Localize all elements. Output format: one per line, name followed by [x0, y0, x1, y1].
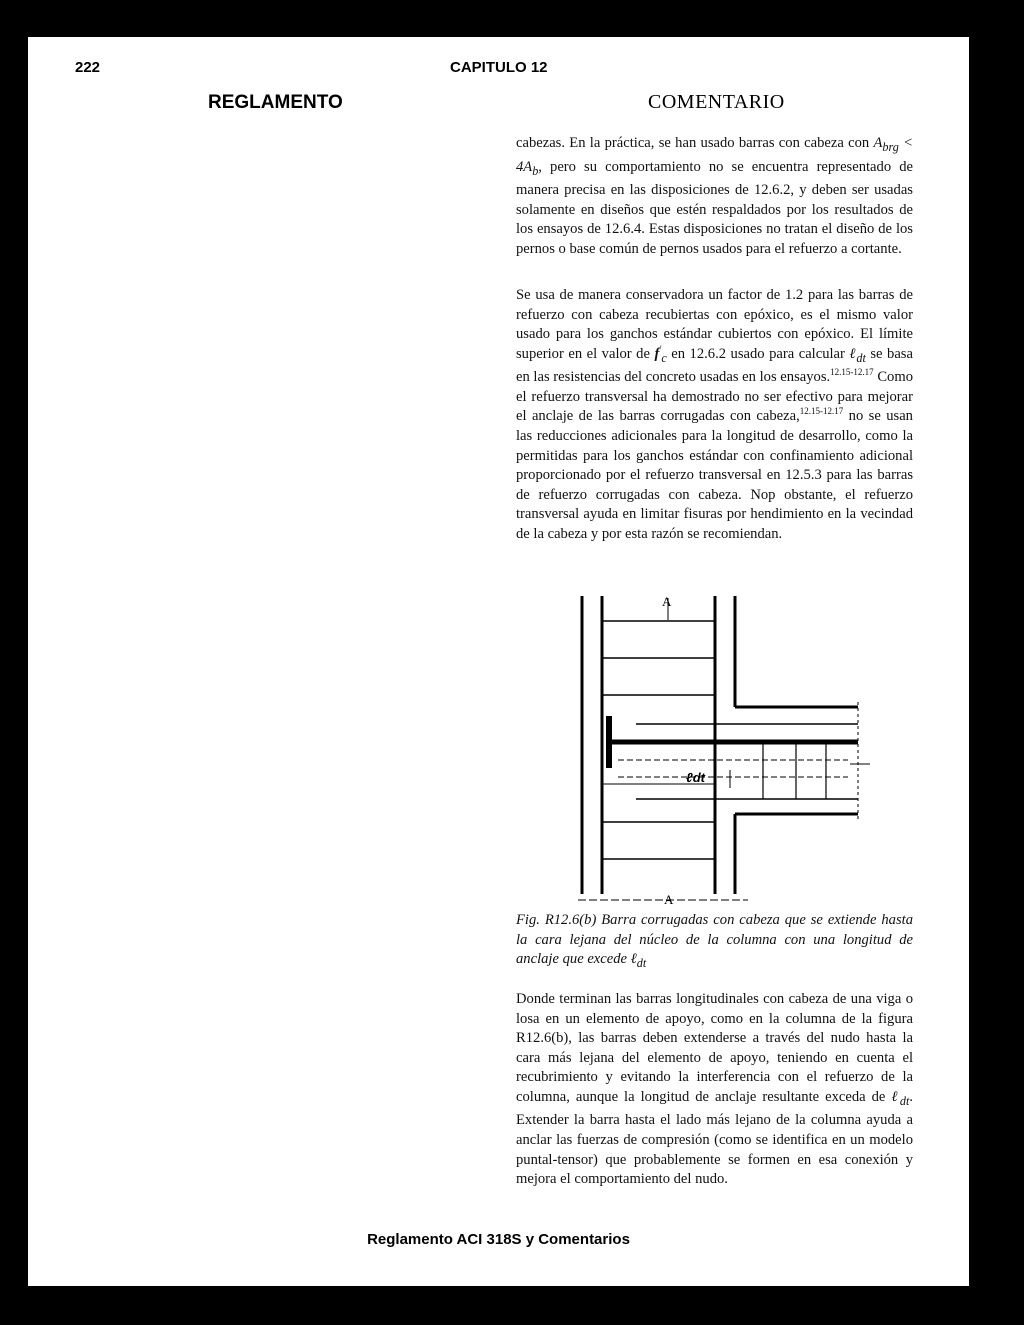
page-footer: Reglamento ACI 318S y Comentarios — [367, 1231, 630, 1248]
caption-text: Barra corrugadas con cabeza que se extiende hasta la cara lejana del núcleo de la columna con una longitud de anclaje que excede — [516, 912, 913, 968]
para3-text-a: Donde terminan las barras longitudinales con cabeza de una viga o losa en un elemento de apoyo, como en la columna de la figura R12.6(b), las barras deben extenderse a través del nudo hasta la cara más lejana del elemento de apoyo, teniendo en cuenta el recubrimiento y evitando la interferencia con el refuerzo de la columna, aunque la longitud de anclaje resultante exceda de — [516, 991, 913, 1105]
dimension-label-ldt: ℓdt — [686, 770, 705, 785]
page-number: 222 — [75, 59, 101, 76]
para2-text-c: se basa en las resistencias del concreto usadas en los ensayos. — [516, 345, 913, 386]
figure-caption — [516, 911, 913, 974]
left-column-heading: REGLAMENTO — [208, 92, 343, 113]
bar-head — [606, 716, 612, 768]
para2-text-a: Se usa de manera conservadora un factor de 1.2 para las barras de refuerzo con cabeza recubiertas con epóxico, es el mismo valor usado para los ganchos estándar cubiertos con epóxico. El límite superior en el valor de — [516, 287, 913, 362]
reference-superscript-1: 12.15-12.17 — [830, 367, 874, 378]
reference-superscript-2: 12.15-12.17 — [799, 406, 844, 417]
commentary-paragraph-3 — [516, 990, 913, 1190]
para1-text-a: cabezas. En la práctica, se han usado barras con cabeza con — [516, 135, 870, 151]
math-ldt-2: ℓ$_{dt}$ — [891, 1088, 910, 1108]
math-abrg: $A_{brg} < 4A_b$ — [516, 135, 913, 178]
math-fc: $f'_c$ — [654, 343, 667, 365]
para2-text-e: no se usan las reducciones adicionales para la longitud de desarrollo, como la permitidas para los ganchos estándar con confinamiento adicional proporcionado por el refuerzo transversal en 12.5.3 para las barras de refuerzo corrugadas con cabeza. Nop obstante, el refuerzo transversal ayuda en limitar fisuras por hendimiento en la vecindad de la cabeza y por esta razón se recomiendan. — [516, 408, 913, 543]
para2-text-b: en 12.6.2 usado para calcular — [671, 345, 845, 362]
para2-text-d: Como el refuerzo transversal ha demostrado no ser efectivo para mejorar el anclaje de las barras corrugadas con cabeza, — [516, 369, 914, 425]
headed-bar-figure — [558, 592, 898, 910]
para1-text-b: , pero su comportamiento no se encuentra representado de manera precisa en las disposiciones de 12.6.2, y deben ser usadas solamente en diseños que estén respaldados por los resultados de los ensayos de 12.6.4. Estas disposiciones no tratan el diseño de los pernos o base común de pernos usados para el refuerzo a cortante. — [516, 158, 913, 257]
para3-text-b: . Extender la barra hasta el lado más lejano de la columna ayuda a anclar las fuerzas de compresión (como se identifica en un modelo puntal-tensor) que probablemente se formen en esa conexión y mejora el comportamiento del nudo. — [516, 1088, 913, 1188]
section-mark-bottom: A — [664, 892, 674, 907]
math-ldt: ℓ$_{dt}$ — [849, 345, 866, 365]
commentary-paragraph-2 — [516, 286, 913, 545]
section-mark-top: A — [662, 594, 672, 609]
document-page — [28, 37, 969, 1286]
chapter-title: CAPITULO 12 — [450, 59, 548, 76]
caption-label: Fig. R12.6(b) — [516, 912, 597, 928]
caption-math-ldt: ℓ$_{dt}$ — [630, 951, 647, 971]
commentary-paragraph-1 — [516, 134, 913, 259]
right-column-heading: COMENTARIO — [648, 91, 785, 113]
